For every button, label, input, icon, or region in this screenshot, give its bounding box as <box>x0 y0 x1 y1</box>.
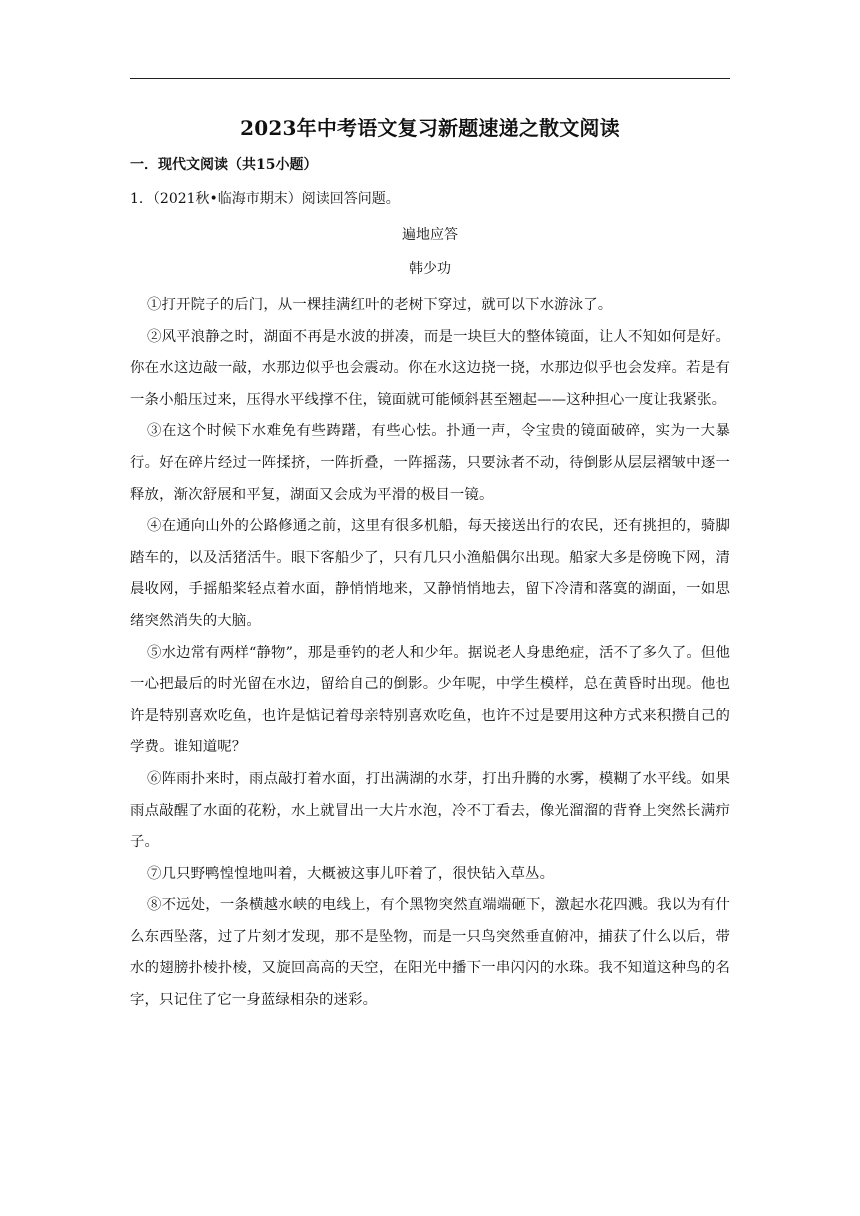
essay-paragraph-5: ⑤水边常有两样“静物”，那是垂钓的老人和少年。据说老人身患绝症，活不了多久了。但他一心把最后的时光留在水边，留给自己的倒影。少年呢，中学生模样，总在黄昏时出现。他也许是特别喜欢吃鱼，也许是惦记着母亲特别喜欢吃鱼，也许不过是要用这种方式来积攒自己的学费。谁知道呢？ <box>130 644 730 756</box>
essay-paragraph-1: ①打开院子的后门，从一棵挂满红叶的老树下穿过，就可以下水游泳了。 <box>147 297 613 313</box>
essay-author: 韩少功 <box>409 261 451 277</box>
header-rule <box>130 78 730 79</box>
essay-paragraph-3: ③在这个时候下水难免有些踌躇，有些心怯。扑通一声，令宝贵的镜面破碎，实为一大暴行。好在碎片经过一阵揉挤，一阵折叠，一阵摇荡，只要泳者不动，待倒影从层层褶皱中逐一释放，渐次舒展和平复，湖面又会成为平滑的极目一镜。 <box>130 423 730 503</box>
essay-paragraph-7: ⑦几只野鸭惶惶地叫着，大概被这事儿吓着了，很快钻入草丛。 <box>147 865 555 882</box>
essay-paragraph-4: ④在通向山外的公路修通之前，这里有很多机船，每天接送出行的农民，还有挑担的，骑脚踏车的，以及活猪活牛。眼下客船少了，只有几只小渔船偶尔出现。船家大多是傍晚下网，清晨收网，手摇船桨轻点着水面，静悄悄地来，又静悄悄地去，留下冷清和落寞的湖面，一如思绪突然消失的大脑。 <box>130 518 730 629</box>
essay-body <box>130 290 730 1017</box>
question-intro: 1．（2021秋•临海市期末）阅读回答问题。 <box>130 191 400 207</box>
essay-paragraph-2: ②风平浪静之时，湖面不再是水波的拼凑，而是一块巨大的整体镜面，让人不知如何是好。你在水这边敲一敲，水那边似乎也会震动。你在水这边挠一挠，水那边似乎也会发痒。若是有一条小船压过来，压得水平线撑不住，镜面就可能倾斜甚至翘起——这种担心一度让我紧张。 <box>130 328 730 408</box>
essay-paragraph-6: ⑥阵雨扑来时，雨点敲打着水面，打出满湖的水芽，打出升腾的水雾，模糊了水平线。如果雨点敲醒了水面的花粉，水上就冒出一大片水泡，冷不丁看去，像光溜溜的背脊上突然长满疖子。 <box>130 770 730 851</box>
essay-paragraph-8: ⑧不远处，一条横越水峡的电线上，有个黑物突然直端端砸下，激起水花四溅。我以为有什么东西坠落，过了片刻才发现，那不是坠物，而是一只鸟突然垂直俯冲，捕获了什么以后，带水的翅膀扑棱扑棱，又旋回高高的天空，在阳光中播下一串闪闪的水珠。我不知道这种鸟的名字，只记住了它一身蓝绿相杂的迷彩。 <box>130 897 730 1009</box>
section-heading: 一．现代文阅读（共15小题） <box>130 157 318 173</box>
essay-title: 遍地应答 <box>402 227 458 243</box>
page-title: 2023年中考语文复习新题速递之散文阅读 <box>240 116 620 140</box>
